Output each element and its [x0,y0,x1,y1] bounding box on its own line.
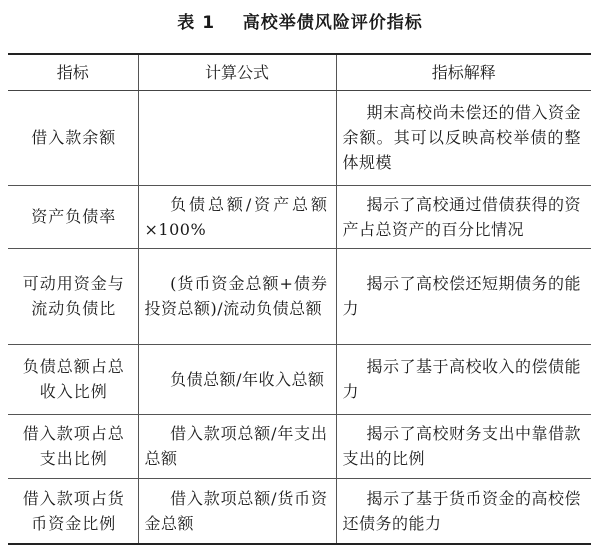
indicator-cell: 可动用资金与流动负债比 [8,248,138,344]
explanation-cell: 揭示了基于货币资金的高校偿还债务的能力 [336,478,591,544]
formula-cell: (货币资金总额+债券投资总额)/流动负债总额 [138,248,336,344]
explanation-cell: 期末高校尚未偿还的借入资金余额。其可以反映高校举债的整体规模 [336,90,591,185]
table-row [8,344,591,414]
formula-cell: 借入款项总额/年支出总额 [138,414,336,478]
header-explanation: 指标解释 [336,54,591,90]
indicator-cell: 借入款项占总支出比例 [8,414,138,478]
formula-cell: 借入款项总额/货币资金总额 [138,478,336,544]
explanation-cell: 揭示了高校偿还短期债务的能力 [336,248,591,344]
formula-cell: 负债总额/资产总额×100% [138,185,336,248]
explanation-cell: 揭示了基于高校收入的偿债能力 [336,344,591,414]
formula-cell: 负债总额/年收入总额 [138,344,336,414]
risk-indicator-table [8,53,591,545]
formula-cell [138,90,336,185]
indicator-cell: 负债总额占总收入比例 [8,344,138,414]
indicator-cell: 借入款项占货币资金比例 [8,478,138,544]
table-row [8,414,591,478]
explanation-cell: 揭示了高校通过借债获得的资产占总资产的百分比情况 [336,185,591,248]
table-caption: 表 1 高校举债风险评价指标 [177,13,423,33]
table-row [8,478,591,544]
indicator-cell: 借入款余额 [8,90,138,185]
header-indicator: 指标 [8,54,138,90]
table-row [8,248,591,344]
table-row [8,90,591,185]
explanation-cell: 揭示了高校财务支出中靠借款支出的比例 [336,414,591,478]
header-formula: 计算公式 [138,54,336,90]
table-header-row [8,54,591,90]
indicator-cell: 资产负债率 [8,185,138,248]
table-row [8,185,591,248]
